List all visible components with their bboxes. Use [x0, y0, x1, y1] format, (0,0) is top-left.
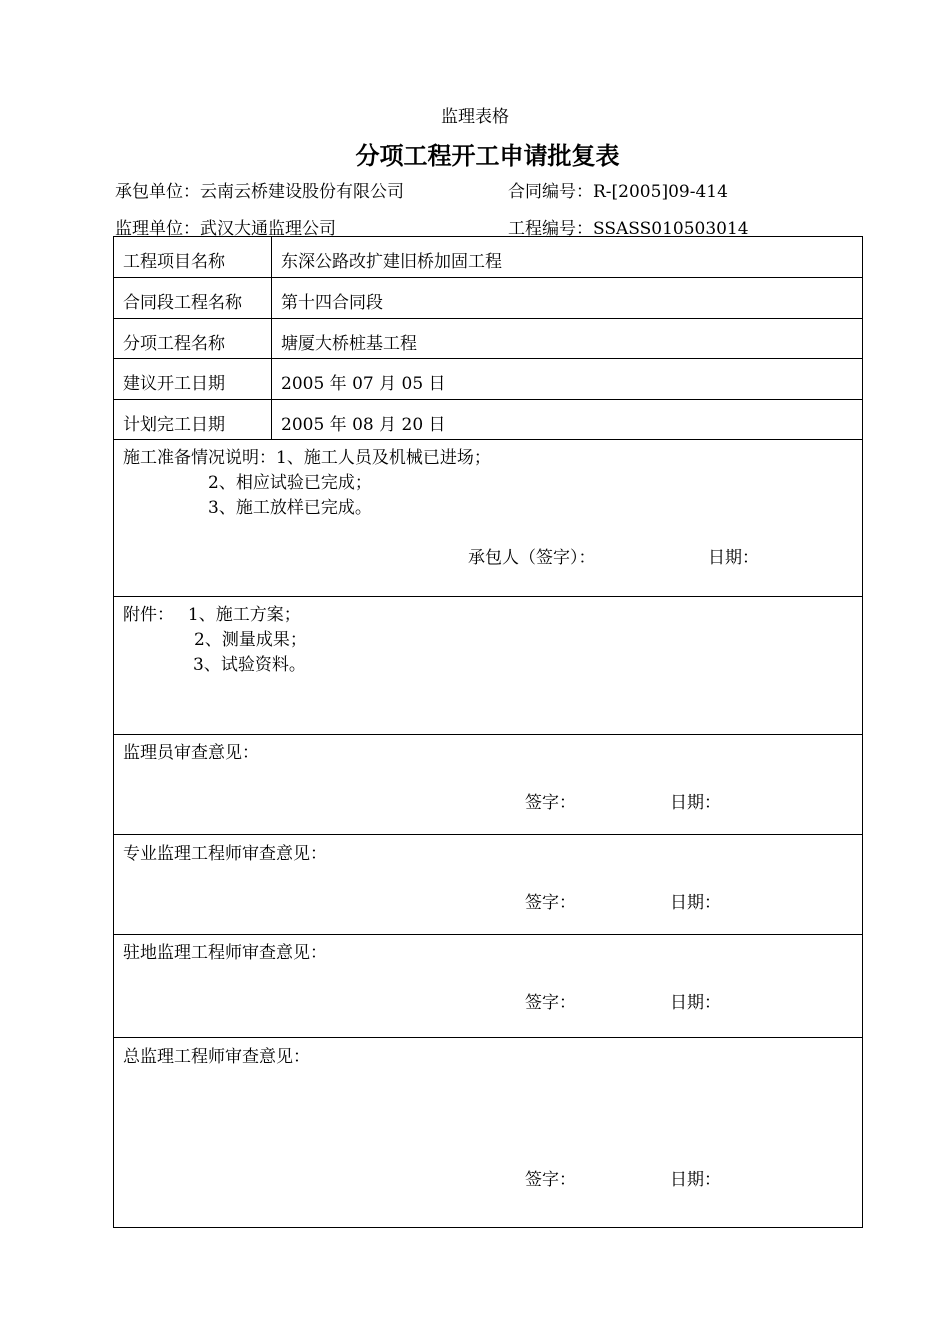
preparation-line-1: 施工准备情况说明：1、施工人员及机械已进场；: [123, 448, 491, 468]
chief-date-label: 日期：: [670, 1170, 721, 1190]
contractor-signature-label: 承包人（签字）：: [468, 548, 596, 568]
attachments-line-3: 3、试验资料。: [193, 655, 306, 675]
supervisor-date-label: 日期：: [670, 793, 721, 813]
row-divider: [114, 834, 862, 835]
finish-date-label: 计划完工日期: [123, 415, 225, 435]
resident-signature-label: 签字：: [525, 993, 576, 1013]
project-name-value: 东深公路改扩建旧桥加固工程: [281, 252, 502, 272]
specialist-review-title: 专业监理工程师审查意见：: [123, 844, 327, 864]
resident-date-label: 日期：: [670, 993, 721, 1013]
approval-form-table: [113, 236, 863, 1228]
page-title: 分项工程开工申请批复表: [355, 141, 620, 170]
row-divider: [114, 277, 862, 278]
column-divider: [271, 237, 272, 439]
contract-section-value: 第十四合同段: [281, 293, 383, 313]
preparation-line-3: 3、施工放样已完成。: [208, 498, 372, 518]
contract-section-label: 合同段工程名称: [123, 293, 242, 313]
row-divider: [114, 439, 862, 440]
specialist-signature-label: 签字：: [525, 893, 576, 913]
row-divider: [114, 596, 862, 597]
row-divider: [114, 734, 862, 735]
project-number: 工程编号：SSASS010503014: [508, 219, 749, 239]
start-date-label: 建议开工日期: [123, 374, 225, 394]
supervisor-signature-label: 签字：: [525, 793, 576, 813]
attachments-line-2: 2、测量成果；: [194, 630, 307, 650]
row-divider: [114, 318, 862, 319]
row-divider: [114, 934, 862, 935]
chief-review-title: 总监理工程师审查意见：: [123, 1047, 310, 1067]
contractor-date-label: 日期：: [708, 548, 759, 568]
supervisor-info: 监理单位：武汉大通监理公司: [115, 219, 336, 239]
project-name-label: 工程项目名称: [123, 252, 225, 272]
attachments-line-1: 附件： 1、施工方案；: [123, 605, 301, 625]
contract-number: 合同编号：R-[2005]09-414: [508, 182, 728, 202]
row-divider: [114, 1037, 862, 1038]
subitem-name-label: 分项工程名称: [123, 334, 225, 354]
contractor-info: 承包单位：云南云桥建设股份有限公司: [115, 182, 404, 202]
specialist-date-label: 日期：: [670, 893, 721, 913]
row-divider: [114, 399, 862, 400]
finish-date-value: 2005 年 08 月 20 日: [281, 415, 446, 435]
start-date-value: 2005 年 07 月 05 日: [281, 374, 446, 394]
resident-review-title: 驻地监理工程师审查意见：: [123, 943, 327, 963]
chief-signature-label: 签字：: [525, 1170, 576, 1190]
supervisor-review-title: 监理员审查意见：: [123, 743, 259, 763]
row-divider: [114, 358, 862, 359]
preparation-line-2: 2、相应试验已完成；: [208, 473, 372, 493]
form-category: 监理表格: [441, 107, 509, 127]
subitem-name-value: 塘厦大桥桩基工程: [281, 334, 417, 354]
